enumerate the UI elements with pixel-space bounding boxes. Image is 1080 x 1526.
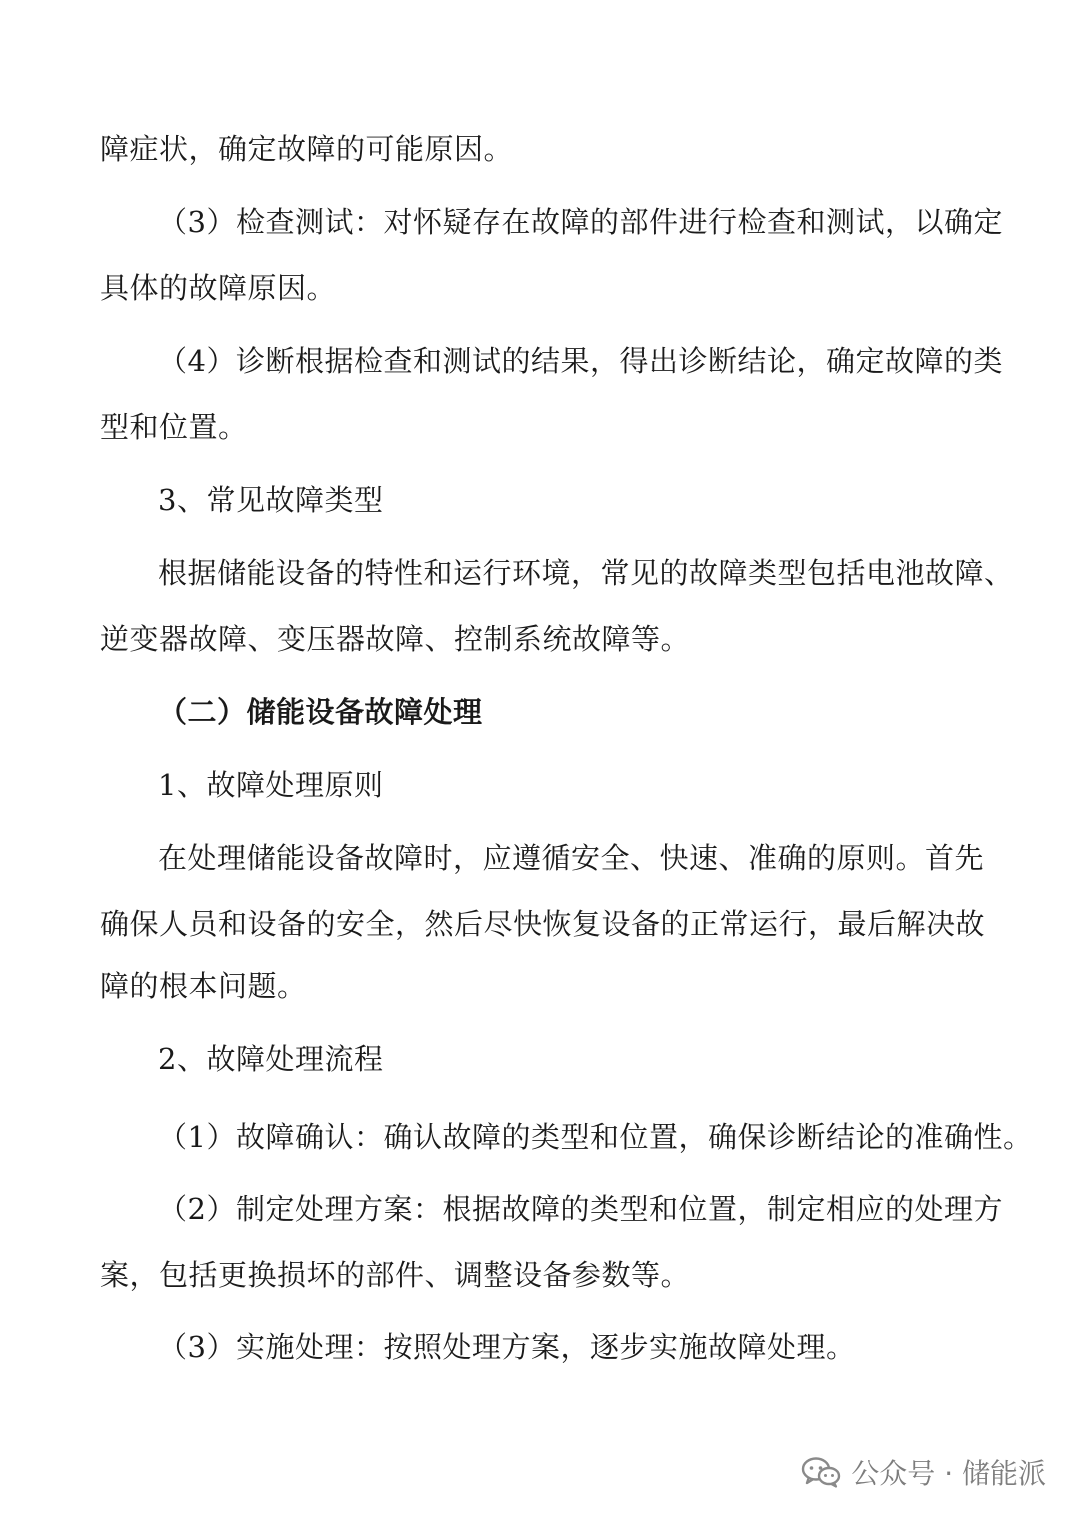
paragraph-line: （3）检查测试：对怀疑存在故障的部件进行检查和测试，以确定 xyxy=(158,205,1003,239)
paragraph-line: 确保人员和设备的安全，然后尽快恢复设备的正常运行，最后解决故 xyxy=(100,907,986,941)
paragraph-line: 型和位置。 xyxy=(100,410,248,444)
paragraph-line: （1）故障确认：确认故障的类型和位置，确保诊断结论的准确性。 xyxy=(158,1120,1033,1154)
section-heading: 2、故障处理流程 xyxy=(158,1042,384,1076)
paragraph-line: 逆变器故障、变压器故障、控制系统故障等。 xyxy=(100,622,691,656)
watermark xyxy=(801,1452,1046,1492)
wechat-icon xyxy=(801,1456,841,1488)
section-heading: 1、故障处理原则 xyxy=(158,768,384,802)
paragraph-line: 具体的故障原因。 xyxy=(100,271,337,305)
watermark-text: 公众号 · 储能派 xyxy=(851,1457,1046,1490)
paragraph-line: 根据储能设备的特性和运行环境，常见的故障类型包括电池故障、 xyxy=(158,556,1014,590)
paragraph-line: （4）诊断根据检查和测试的结果，得出诊断结论，确定故障的类 xyxy=(158,344,1003,378)
paragraph-line: （3）实施处理：按照处理方案，逐步实施故障处理。 xyxy=(158,1330,856,1364)
paragraph-line: 在处理储能设备故障时，应遵循安全、快速、准确的原则。首先 xyxy=(158,841,985,875)
paragraph-line: （2）制定处理方案：根据故障的类型和位置，制定相应的处理方 xyxy=(158,1192,1003,1226)
paragraph-line: 障的根本问题。 xyxy=(100,969,307,1003)
paragraph-line: 案，包括更换损坏的部件、调整设备参数等。 xyxy=(100,1258,691,1292)
paragraph-line: 障症状，确定故障的可能原因。 xyxy=(100,132,514,166)
section-heading: 3、常见故障类型 xyxy=(158,483,384,517)
chapter-heading: （二）储能设备故障处理 xyxy=(158,695,483,729)
